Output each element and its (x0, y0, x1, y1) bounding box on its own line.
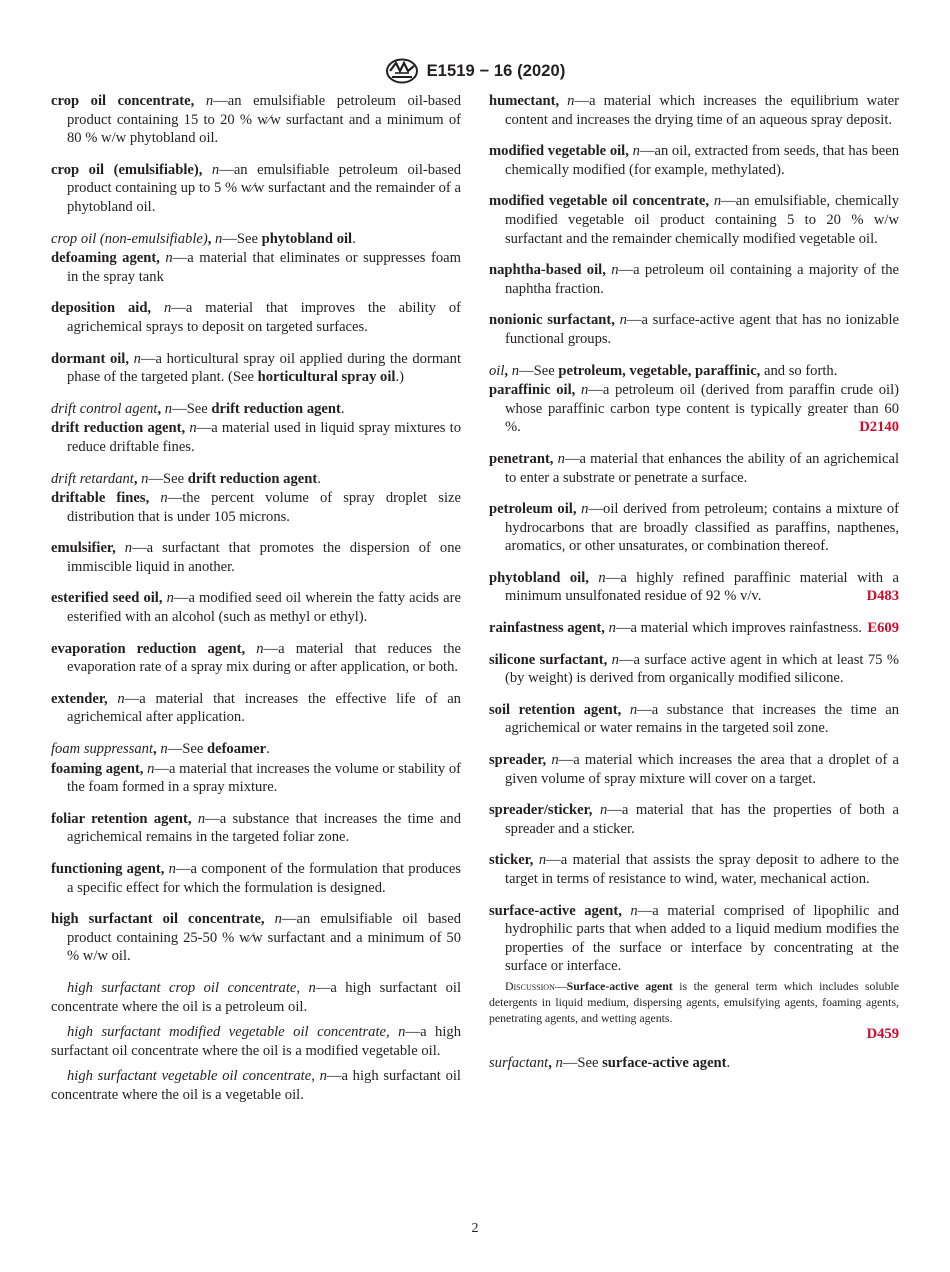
term: spreader/sticker, (489, 802, 593, 819)
part-of-speech: n (160, 490, 168, 507)
part-of-speech: n (147, 760, 155, 777)
definition-text: —a material that increases the effective life of an agrichemical after application. (67, 690, 461, 726)
term: soil retention agent, (489, 701, 622, 718)
definition-entry (51, 489, 461, 526)
definition-text: —a petroleum oil containing a majority of the naphtha fraction. (505, 262, 899, 297)
term: petroleum oil, (489, 501, 577, 518)
part-of-speech: n (608, 620, 616, 637)
definition-tail: . (340, 400, 345, 417)
term: crop oil (emulsifiable), (51, 161, 203, 178)
definition-entry (489, 500, 899, 556)
definition-text: —a high surfactant oil concentrate where the oil is a modified vegetable oil. (51, 1024, 462, 1059)
term-italic: oil (489, 362, 505, 379)
definition-text: —a material used in liquid spray mixtures to reduce driftable fines. (67, 420, 462, 455)
reference-link: D2140 (859, 419, 899, 436)
part-of-speech: n (551, 752, 559, 769)
part-of-speech: n (166, 590, 174, 607)
sub-definition (51, 979, 461, 1016)
term: foliar retention agent, (51, 810, 192, 827)
definition-entry (51, 470, 461, 489)
term: deposition aid, (51, 300, 152, 317)
part-of-speech: n (165, 250, 173, 267)
term: surface-active agent, (489, 902, 622, 919)
term: driftable fines, (51, 490, 150, 507)
definition-text: —a material that reduces the evaporation rate of a spray mix during or after application, or both. (67, 640, 462, 676)
definition-tail: and so forth. (760, 362, 838, 379)
page-number: 2 (471, 1221, 479, 1236)
part-of-speech: n (629, 701, 638, 718)
term: drift reduction agent, (51, 420, 186, 437)
definition-entry (51, 350, 461, 387)
definition-entry (489, 1054, 899, 1073)
term: dormant oil, (51, 350, 129, 367)
cross-reference: defoamer (206, 741, 267, 758)
term: rainfastness agent, (489, 620, 605, 637)
definition-entry (51, 860, 461, 897)
part-of-speech: n (164, 400, 173, 417)
term-italic: foam suppressant (51, 741, 154, 758)
term: crop oil concentrate, (51, 93, 195, 109)
cross-reference: petroleum, vegetable, paraffinic, (558, 362, 761, 379)
see-label: —See (167, 741, 207, 758)
definition-text: —an oil, extracted from seeds, that has been chemically modified (for example, methylated). (505, 143, 899, 178)
term: nonionic surfactant, (489, 312, 615, 329)
comma: , (157, 400, 162, 417)
definition-text: —oil derived from petroleum; contains a mixture of hydrocarbons that are broadly classified as paraffins, napthenes, aromatics, or other unsaturates, or combination thereof. (505, 501, 899, 555)
term: modified vegetable oil, (489, 143, 629, 160)
comma: , (504, 362, 509, 379)
definition-text: —a high surfactant oil concentrate where the oil is a vegetable oil. (51, 1068, 461, 1103)
part-of-speech: n (713, 193, 722, 210)
part-of-speech: n (189, 420, 197, 437)
definition-text: —a material which increases the area that a droplet of a given volume of spray mixture will cover on a target. (505, 752, 899, 787)
part-of-speech: n (538, 852, 547, 869)
see-label: —See (172, 400, 212, 417)
document-id: E1519 − 16 (2020) (426, 61, 566, 80)
definition-text: —a surfactant that promotes the dispersion of one immiscible liquid in another. (67, 540, 461, 575)
term: sticker, (489, 852, 534, 869)
definition-entry (51, 690, 461, 727)
definition-text: —an emulsifiable, chemically modified vegetable oil product containing 5 to 20 % w/w surfactant and the remainder chemically modified vegetable oil. (505, 193, 899, 247)
part-of-speech: n (511, 362, 520, 379)
definition-entry (489, 801, 899, 838)
definition-text: —a material that eliminates or suppresses foam in the spray tank (67, 250, 461, 285)
definition-entry (51, 299, 461, 336)
part-of-speech: n (215, 230, 223, 247)
see-label: —See (148, 470, 188, 487)
definition-text: —a material that assists the spray deposit to adhere to the target in terms of resistance to wind, water, mechanical action. (505, 852, 899, 887)
term: silicone surfactant, (489, 651, 608, 668)
definition-entry (489, 619, 899, 638)
part-of-speech: n (398, 1024, 406, 1041)
term-italic: crop oil (non-emulsifiable) (51, 230, 208, 247)
sub-definition (51, 1067, 461, 1104)
term: humectant, (489, 93, 560, 109)
part-of-speech: n (274, 911, 282, 928)
discussion-note (489, 978, 899, 1042)
cross-reference: drift reduction agent (187, 470, 318, 487)
definition-text: —a material that has the properties of both a spreader and a sticker. (505, 802, 899, 837)
definition-entry (489, 902, 899, 976)
right-column (489, 92, 899, 1074)
part-of-speech: n (168, 861, 176, 877)
definition-tail: . (317, 470, 321, 487)
definition-text: —an emulsifiable petroleum oil-based product containing up to 5 % w⁄w surfactant and the remainder of a phytobland oil. (67, 161, 462, 215)
part-of-speech: n (580, 382, 589, 399)
term: emulsifier, (51, 540, 116, 557)
definition-entry (51, 589, 461, 626)
term-italic: drift control agent (51, 400, 158, 417)
definition-entry (51, 740, 461, 759)
definition-text: —a surface active agent in which at least 75 % (by weight) is derived from organically modified silicone. (505, 651, 899, 687)
definition-text: —a surface-active agent that has no ionizable functional groups. (505, 312, 900, 347)
definition-text: —a component of the formulation that produces a specific effect for which the formulation is designed. (67, 861, 461, 896)
definition-entry (489, 701, 899, 738)
term-italic: high surfactant vegetable oil concentrate, (67, 1068, 315, 1085)
definition-entry (489, 450, 899, 487)
sub-definition (51, 1023, 461, 1060)
definition-entry (489, 311, 899, 348)
part-of-speech: n (205, 93, 214, 109)
definition-text: —a material that improves the ability of agrichemical sprays to deposit on targeted surfaces. (67, 300, 461, 335)
part-of-speech: n (211, 161, 220, 178)
definition-text: —a material which improves rainfastness. (615, 620, 862, 637)
term: esterified seed oil, (51, 590, 163, 607)
definition-entry (51, 400, 461, 419)
cross-reference: horticultural spray oil (257, 369, 396, 386)
term: functioning agent, (51, 861, 165, 877)
definition-tail: . (726, 1054, 731, 1071)
definition-entry (489, 261, 899, 298)
term-italic: high surfactant modified vegetable oil concentrate, (67, 1024, 390, 1041)
term: phytobland oil, (489, 569, 589, 586)
definition-text: —a material comprised of lipophilic and hydrophilic parts that when added to a liquid medium modifies the properties of the surface or interface by concentrating at the surface or interface. (505, 902, 899, 975)
definition-entry (489, 92, 899, 129)
part-of-speech: n (124, 540, 133, 557)
astm-logo-icon (385, 58, 419, 84)
see-label: —See (222, 230, 262, 247)
term: paraffinic oil, (489, 382, 576, 399)
term: high surfactant oil concentrate, (51, 911, 265, 928)
definition-entry (489, 651, 899, 688)
page-header (0, 58, 950, 84)
term: foaming agent, (51, 760, 144, 777)
term: modified vegetable oil concentrate, (489, 193, 709, 210)
see-label: —See (519, 362, 559, 379)
part-of-speech: n (581, 501, 589, 518)
discussion-term: Surface-active agent (566, 978, 673, 993)
term-italic: surfactant (489, 1054, 549, 1071)
comma: , (207, 230, 212, 247)
comma: , (153, 741, 157, 758)
definition-text: —a material which increases the equilibrium water content and increases the drying time of an aqueous spray deposit. (505, 93, 899, 128)
term: extender, (51, 690, 108, 707)
part-of-speech: n (163, 300, 172, 317)
comma: , (133, 470, 138, 487)
reference-link: D459 (866, 1025, 899, 1042)
definition-entry (51, 640, 461, 677)
definition-text: —a highly refined paraffinic material with a minimum unsulfonated residue of 92 % v/v. (505, 569, 899, 605)
part-of-speech: n (133, 350, 141, 367)
definition-text: —a material that enhances the ability of an agrichemical to enter a substrate or penetrate a surface. (505, 450, 899, 486)
part-of-speech: n (611, 651, 619, 668)
term: evaporation reduction agent, (51, 640, 246, 657)
definition-entry (51, 760, 461, 797)
discussion-text: is the general term which includes soluble detergents in liquid medium, dispersing agents, emulsifying agents, foaming agents, penetrating agents, and wetting agents. (489, 978, 899, 1025)
part-of-speech: n (567, 93, 575, 109)
part-of-speech: n (557, 450, 565, 467)
dash: — (554, 978, 567, 993)
definition-entry (489, 381, 899, 437)
term-italic: drift retardant (51, 470, 134, 487)
definition-entry (51, 910, 461, 966)
definition-text: —an emulsifiable oil based product containing 25-50 % w⁄w surfactant and a minimum of 50 % w/w oil. (67, 911, 461, 965)
part-of-speech: n (117, 690, 125, 707)
part-of-speech: n (598, 569, 606, 586)
definition-text: —a material that increases the volume or stability of the foam formed in a spray mixture. (67, 760, 461, 796)
part-of-speech: n (197, 810, 206, 827)
definition-tail: .) (395, 369, 404, 386)
definition-tail: . (266, 741, 270, 758)
cross-reference: phytobland oil (261, 230, 353, 247)
definition-tail: . (352, 230, 356, 247)
definition-entry (489, 751, 899, 788)
reference-link: D483 (866, 588, 899, 605)
left-column (51, 92, 461, 1112)
part-of-speech: n (599, 802, 608, 819)
term: naphtha-based oil, (489, 262, 606, 279)
definition-text: —the percent volume of spray droplet size distribution that is under 105 microns. (67, 490, 461, 525)
cross-reference: surface-active agent (602, 1054, 727, 1071)
part-of-speech: n (611, 262, 619, 279)
definition-entry (489, 362, 899, 381)
definition-entry (489, 569, 899, 606)
see-label: —See (562, 1054, 603, 1071)
term: penetrant, (489, 450, 554, 467)
part-of-speech: n (630, 902, 638, 919)
definition-entry (51, 810, 461, 847)
term-italic: high surfactant crop oil concentrate, (67, 979, 301, 996)
definition-entry (489, 142, 899, 179)
part-of-speech: n (160, 741, 168, 758)
reference-link: E609 (867, 620, 899, 637)
part-of-speech: n (632, 143, 640, 160)
part-of-speech: n (319, 1068, 327, 1085)
definition-text: —a horticultural spray oil applied during the dormant phase of the targeted plant. (See (67, 350, 461, 386)
definition-entry (489, 851, 899, 888)
part-of-speech: n (141, 470, 149, 487)
comma: , (548, 1054, 552, 1071)
definition-entry (51, 249, 461, 286)
definition-entry (51, 419, 461, 456)
definition-text: —a petroleum oil (derived from paraffin crude oil) whose paraffinic carbon type content is typically greater than 60 %. (505, 382, 899, 436)
definition-text: —a modified seed oil wherein the fatty acids are esterified with an alcohol (such as methyl or ethyl). (67, 590, 461, 626)
part-of-speech: n (256, 640, 264, 657)
definition-text: —a substance that increases the time an agrichemical or water remains in the targeted soil zone. (505, 701, 899, 737)
definition-text: —a substance that increases the time and agrichemical remains in the targeted foliar zone. (67, 810, 461, 846)
discussion-label: Discussion (505, 978, 555, 993)
definition-entry (51, 161, 461, 217)
term: defoaming agent, (51, 250, 160, 267)
definition-entry (51, 230, 461, 249)
definition-text: —an emulsifiable petroleum oil-based product containing 15 to 20 % w⁄w surfactant and a minimum of 80 % w/w phytobland oil. (67, 93, 462, 147)
part-of-speech: n (619, 312, 627, 329)
term: spreader, (489, 752, 547, 769)
cross-reference: drift reduction agent (211, 400, 341, 417)
definition-entry (489, 192, 899, 248)
definition-entry (51, 539, 461, 576)
definition-entry (51, 92, 461, 148)
definition-text: —a high surfactant oil concentrate where the oil is a petroleum oil. (51, 979, 461, 1015)
part-of-speech: n (308, 979, 316, 996)
part-of-speech: n (555, 1054, 563, 1071)
